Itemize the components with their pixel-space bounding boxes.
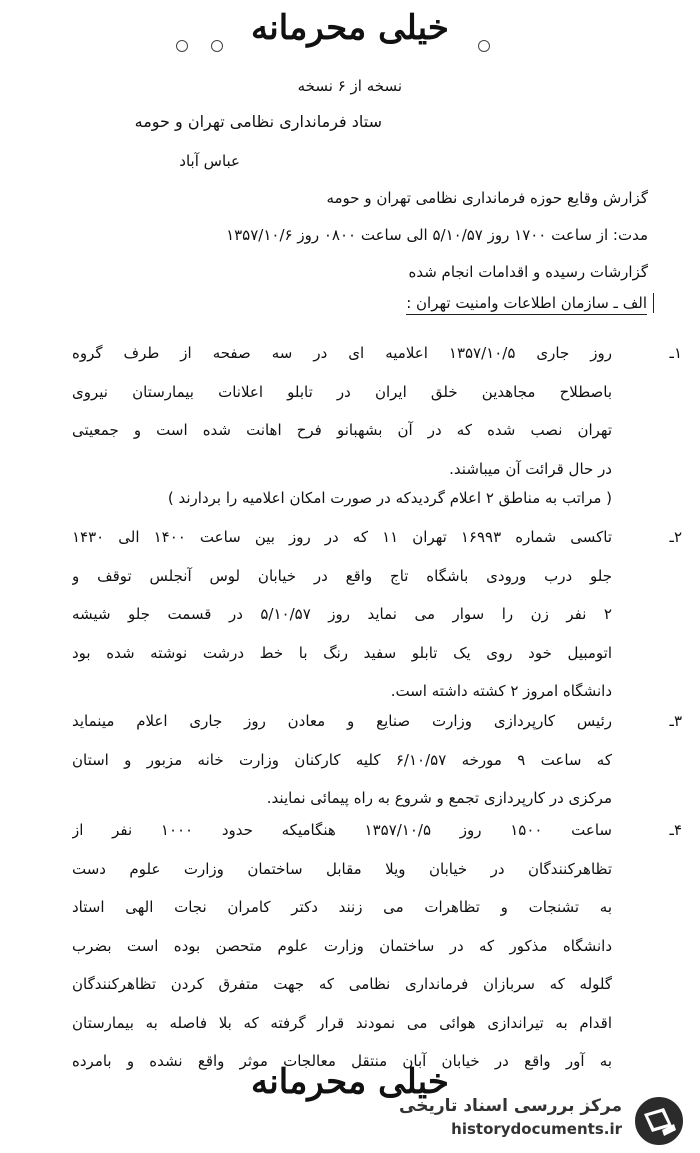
item-line: ساعت ۱۵۰۰ روز ۱۳۵۷/۱۰/۵ هنگامیکه حدود ۱۰۰۰ نفر از — [72, 821, 612, 839]
report-duration: مدت: از ساعت ۱۷۰۰ روز ۵/۱۰/۵۷ الی ساعت ۰۸۰۰ روز ۱۳۵۷/۱۰/۶ — [226, 226, 648, 244]
item-line: باصطلاح مجاهدین خلق ایران در تابلو اعلانات بیمارستان نیروی — [72, 382, 612, 401]
item-number: ۱ـ — [669, 344, 682, 362]
item-line: به آور واقع در خیابان آبان منتقل معالجات موثر واقع نشده و بامرده — [72, 1052, 612, 1070]
item-number: ۳ـ — [669, 712, 682, 730]
item-1-note: ( مراتب به مناطق ۲ اعلام گردیدکه در صورت امکان اعلامیه را بردارند ) — [167, 489, 612, 507]
archive-watermark — [399, 1092, 692, 1148]
item-line: اتومبیل خود روی یک تابلو سفید رنگ با خط درشت نوشته شده بود — [72, 643, 612, 662]
item-number: ۴ـ — [669, 821, 682, 839]
organization-name: ستاد فرمانداری نظامی تهران و حومه — [134, 112, 382, 131]
punch-hole-mark — [478, 40, 490, 52]
section-a-label: الف ـ سازمان اطلاعات وامنیت تهران : — [406, 294, 647, 315]
item-line: جلو درب ورودی باشگاه تاج واقع در خیابان لوس آنجلس توقف و — [72, 566, 612, 585]
report-item-1 — [72, 334, 612, 488]
item-line: تهران نصب شده که در آن بشهبانو فرح اهانت شده است و جمعیتی — [72, 421, 612, 439]
item-line: روز جاری ۱۳۵۷/۱۰/۵ اعلامیه ای در سه صفحه از طرف گروه — [72, 344, 612, 362]
item-line: در حال قرائت آن میباشند. — [449, 459, 612, 478]
item-line: ۲ نفر زن را سوار می نماید روز ۵/۱۰/۵۷ در قسمت جلو شیشه — [72, 605, 612, 623]
item-line: به تشنجات و تظاهرات می زنند دکتر کامران نجات الهی استاد — [72, 898, 612, 916]
archive-logo-icon — [632, 1094, 686, 1148]
watermark-url: historydocuments.ir — [451, 1120, 622, 1138]
report-subtitle: گزارشات رسیده و اقدامات انجام شده — [408, 263, 648, 281]
item-line: تظاهرکنندگان در خیابان ویلا مقابل ساختمان وزارت علوم دست — [72, 859, 612, 878]
item-line: دانشگاه مذکور که در ساختمان وزارت علوم متحصن بوده است بضرب — [72, 936, 612, 955]
classification-stamp-top: خیلی محرمانه — [251, 8, 449, 48]
watermark-name: مرکز بررسی اسناد تاریخی — [399, 1096, 622, 1116]
item-line: رئیس کارپردازی وزارت صنایع و معادن روز جاری اعلام مینماید — [72, 712, 612, 730]
report-item-4 — [72, 811, 612, 1081]
copy-number-line: نسخه از ۶ نسخه — [297, 77, 402, 95]
item-line: گلوله که سربازان فرمانداری نظامی که جهت متفرق کردن تظاهرکنندگان — [72, 975, 612, 993]
item-line: دانشگاه امروز ۲ کشته داشته است. — [390, 682, 612, 700]
report-item-3 — [72, 702, 612, 818]
location-name: عباس آباد — [179, 152, 240, 170]
item-line: اقدام به تیراندازی هوائی می نمودند قرار گرفته که بلا فاصله به بیمارستان — [72, 1013, 612, 1032]
item-line: مرکزی در کارپردازی تجمع و شروع به راه پیمائی نمایند. — [266, 789, 612, 807]
report-item-2 — [72, 518, 612, 711]
item-number: ۲ـ — [669, 528, 682, 546]
report-title: گزارش وقایع حوزه فرمانداری نظامی تهران و حومه — [326, 189, 648, 207]
section-a-heading — [406, 293, 654, 313]
item-line: که ساعت ۹ مورخه ۶/۱۰/۵۷ کلیه کارکنان وزارت خانه مزبور و استان — [72, 750, 612, 769]
item-line: تاکسی شماره ۱۶۹۹۳ تهران ۱۱ که در روز بین ساعت ۱۴۰۰ الی ۱۴۳۰ — [72, 528, 612, 546]
punch-hole-mark — [211, 40, 223, 52]
punch-hole-mark — [176, 40, 188, 52]
classification-stamp-bottom: خیلی محرمانه — [251, 1062, 449, 1102]
